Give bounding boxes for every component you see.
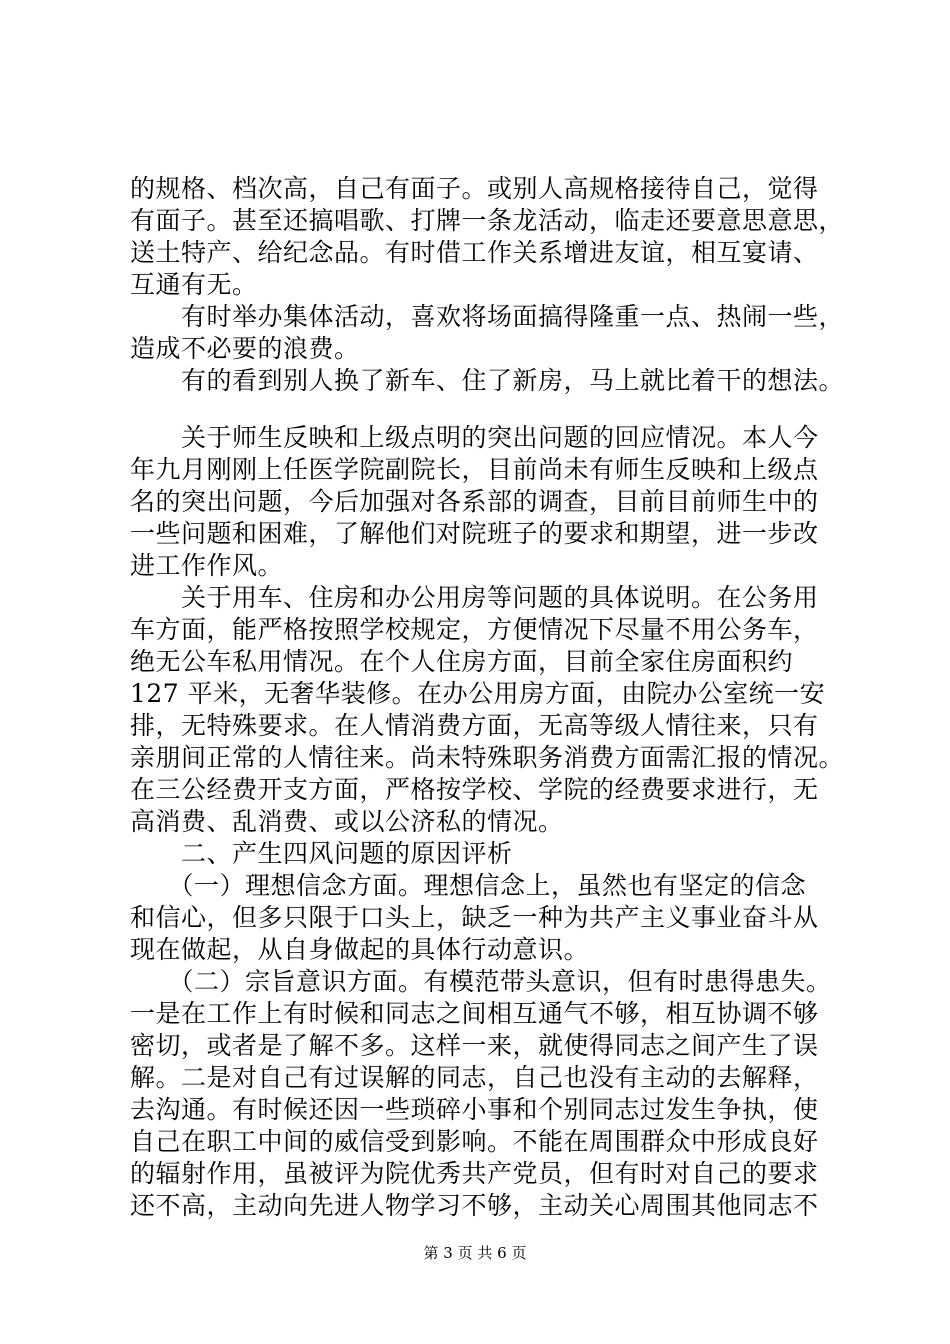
text-line: 解。二是对自己有过误解的同志，自己也没有主动的去解释， <box>130 1063 819 1092</box>
text-line: 和信心，但多只限于口头上，缺乏一种为共产主义事业奋斗从 <box>130 903 819 932</box>
text-line: 高消费、乱消费、或以公济私的情况。 <box>130 807 564 836</box>
text-line: 有的看到别人换了新车、住了新房，马上就比着干的想法。 <box>130 366 845 395</box>
text-line: 去沟通。有时候还因一些琐碎小事和个别同志过发生争执，使 <box>130 1095 819 1124</box>
text-line: 车方面，能严格按照学校规定，方便情况下尽量不用公务车， <box>130 615 819 644</box>
text-line: 进工作作风。 <box>130 551 284 580</box>
page-number-footer: 第 3 页 共 6 页 <box>423 1244 527 1262</box>
text-line: 现在做起，从自身做起的具体行动意识。 <box>130 935 590 964</box>
text-line: 绝无公车私用情况。在个人住房方面，目前全家住房面积约 <box>130 647 794 676</box>
text-line: 在三公经费开支方面，严格按学校、学院的经费要求进行，无 <box>130 775 819 804</box>
text-line: 一是在工作上有时候和同志之间相互通气不够，相互协调不够 <box>130 999 819 1028</box>
text-line: 一些问题和困难，了解他们对院班子的要求和期望，进一步改 <box>130 519 819 548</box>
section-heading: 二、产生四风问题的原因评析 <box>130 839 513 868</box>
text-line: （二）宗旨意识方面。有模范带头意识，但有时患得患失。 <box>130 967 832 996</box>
text-line: 送土特产、给纪念品。有时借工作关系增进友谊，相互宴请、 <box>130 238 819 267</box>
text-line: （一）理想信念方面。理想信念上，虽然也有坚定的信念 <box>130 871 807 900</box>
text-line: 自己在职工中间的威信受到影响。不能在周围群众中形成良好 <box>130 1127 819 1156</box>
text-line: 有面子。甚至还搞唱歌、打牌一条龙活动，临走还要意思意思， <box>130 206 845 235</box>
text-line: 关于用车、住房和办公用房等问题的具体说明。在公务用 <box>130 583 819 612</box>
text-line: 关于师生反映和上级点明的突出问题的回应情况。本人今 <box>130 423 819 452</box>
text-line: 排，无特殊要求。在人情消费方面，无高等级人情往来，只有 <box>130 711 819 740</box>
text-line: 的规格、档次高，自己有面子。或别人高规格接待自己，觉得 <box>130 174 819 203</box>
text-line: 亲朋间正常的人情往来。尚未特殊职务消费方面需汇报的情况。 <box>130 743 845 772</box>
text-line: 名的突出问题，今后加强对各系部的调查，目前目前师生中的 <box>130 487 819 516</box>
text-line: 互通有无。 <box>130 270 258 299</box>
text-line: 年九月刚刚上任医学院副院长，目前尚未有师生反映和上级点 <box>130 455 819 484</box>
text-line: 密切，或者是了解不多。这样一来，就使得同志之间产生了误 <box>130 1031 819 1060</box>
text-line: 造成不必要的浪费。 <box>130 334 360 363</box>
text-line: 有时举办集体活动，喜欢将场面搞得隆重一点、热闹一些， <box>130 302 845 331</box>
text-line: 的辐射作用，虽被评为院优秀共产党员，但有时对自己的要求 <box>130 1159 819 1188</box>
text-line: 127 平米，无奢华装修。在办公用房方面，由院办公室统一安 <box>130 679 826 708</box>
text-line: 还不高，主动向先进人物学习不够，主动关心周围其他同志不 <box>130 1191 819 1220</box>
